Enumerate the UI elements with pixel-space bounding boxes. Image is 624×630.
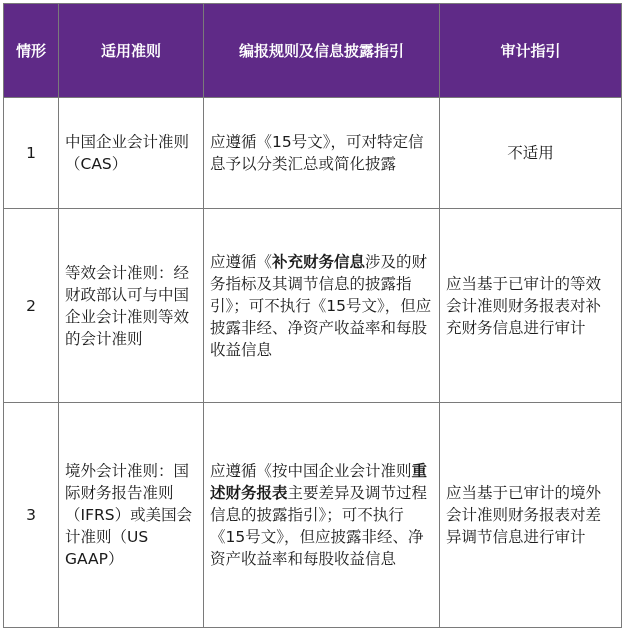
standard-cell: 中国企业会计准则（CAS） [59, 98, 204, 209]
rules-cell [204, 403, 440, 628]
table-row [4, 209, 622, 403]
rules-text-rest: 涉及的财务指标及其调节信息的披露指引》；可不执行《15号文》，但应披露非经、净资产收益率和每股收益信息 [210, 252, 432, 359]
rules-text: 应遵循《按中国企业会计准则 [210, 462, 412, 480]
audit-cell: 应当基于已审计的境外会计准则财务报表对差异调节信息进行审计 [440, 403, 622, 628]
row-number: 2 [4, 209, 59, 403]
rules-bold-text: 重述财务报表 [210, 462, 428, 502]
table-header-row [4, 4, 622, 98]
table-row [4, 98, 622, 209]
disclosure-rules-table [3, 3, 622, 628]
audit-cell: 不适用 [440, 98, 622, 209]
standard-cell: 等效会计准则：经财政部认可与中国企业会计准则等效的会计准则 [59, 209, 204, 403]
standard-cell: 境外会计准则：国际财务报告准则（IFRS）或美国会计准则（US GAAP） [59, 403, 204, 628]
audit-cell: 应当基于已审计的等效会计准则财务报表对补充财务信息进行审计 [440, 209, 622, 403]
rules-text-rest: 主要差异及调节过程信息的披露指引》；可不执行《15号文》，但应披露非经、净资产收益率和每股收益信息 [210, 484, 428, 568]
row-number: 1 [4, 98, 59, 209]
header-rules: 编报规则及信息披露指引 [204, 4, 440, 98]
header-situation: 情形 [4, 4, 59, 98]
rules-cell [204, 98, 440, 209]
table-row [4, 403, 622, 628]
rules-cell [204, 209, 440, 403]
rules-text: 应遵循《 [210, 252, 273, 271]
rules-text: 应遵循《15号文》，可对特定信息予以分类汇总或简化披露 [210, 133, 424, 173]
row-number: 3 [4, 403, 59, 628]
rules-bold-text: 补充财务信息 [272, 252, 366, 271]
header-audit: 审计指引 [440, 4, 622, 98]
header-standard: 适用准则 [59, 4, 204, 98]
